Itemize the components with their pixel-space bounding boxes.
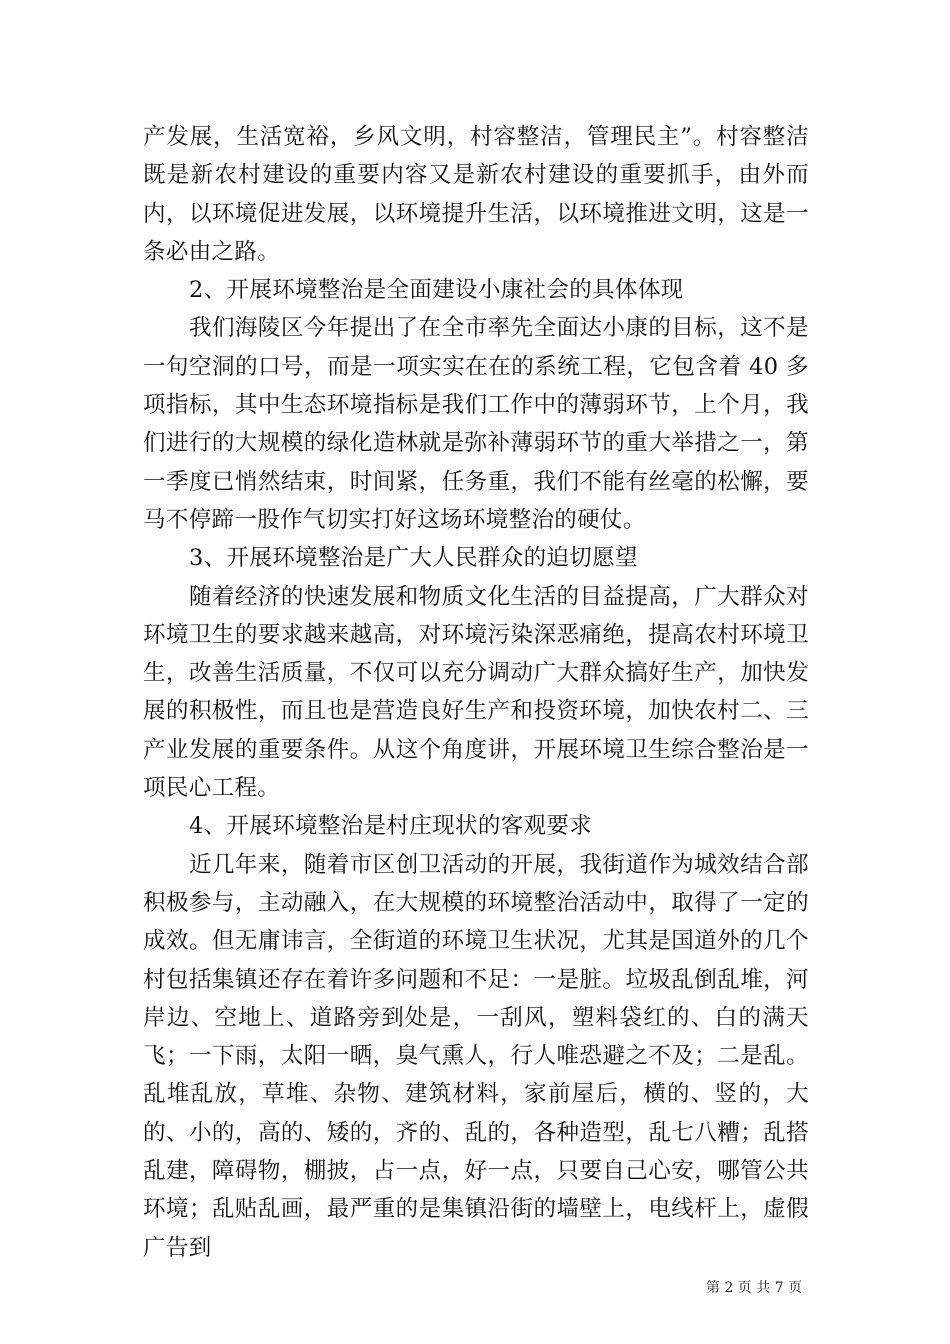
section-heading-4: 4、开展环境整治是村庄现状的客观要求	[189, 813, 593, 840]
section-heading-3: 3、开展环境整治是广大人民群众的迫切愿望	[189, 545, 638, 572]
paragraph-3: 随着经济的快速发展和物质文化生活的目益提高，广大群众对环境卫生的要求越来越高，对环境污染深恶痛绝，提高农村环境卫生，改善生活质量，不仅可以充分调动广大群众搞好生产，加快发展的积极性，而且也是营造良好生产和投资环境，加快农村二、三产业发展的重要条件。从这个角度讲，开展环境卫生综合整治是一项民心工程。	[143, 583, 809, 802]
document-body	[143, 118, 809, 1267]
section-heading-2: 2、开展环境整治是全面建设小康社会的具体体现	[189, 277, 684, 304]
page-number-footer: 第 2 页 共 7 页	[706, 1280, 803, 1296]
paragraph-1: 产发展，生活宽裕，乡风文明，村容整洁，管理民主”。村容整洁既是新农村建设的重要内容又是新农村建设的重要抓手，由外而内，以环境促进发展，以环境提升生活，以环境推进文明，这是一条必由之路。	[143, 124, 809, 265]
paragraph-4: 近几年来，随着市区创卫活动的开展，我街道作为城效结合部积极参与，主动融入，在大规模的环境整治活动中，取得了一定的成效。但无庸讳言，全街道的环境卫生状况，尤其是国道外的几个村包括集镇还存在着许多问题和不足：一是脏。垃圾乱倒乱堆，河岸边、空地上、道路旁到处是，一刮风，塑料袋红的、白的满天飞；一下雨，太阳一晒，臭气熏人，行人唯恐避之不及；二是乱。乱堆乱放，草堆、杂物、建筑材料，家前屋后，横的、竖的，大的、小的，高的、矮的，齐的、乱的，各种造型，乱七八糟；乱搭乱建，障碍物，棚披，占一点，好一点，只要自己心安，哪管公共环境；乱贴乱画，最严重的是集镇沿街的墙壁上，电线杆上，虚假广告到	[143, 851, 809, 1261]
paragraph-2: 我们海陵区今年提出了在全市率先全面达小康的目标，这不是一句空洞的口号，而是一项实实在在的系统工程，它包含着 40 多项指标，其中生态环境指标是我们工作中的薄弱环节，上个月，我们进行的大规模的绿化造林就是弥补薄弱环节的重大举措之一，第一季度已悄然结束，时间紧，任务重，我们不能有丝毫的松懈，要马不停蹄一股作气切实打好这场环境整治的硬仗。	[143, 315, 809, 533]
